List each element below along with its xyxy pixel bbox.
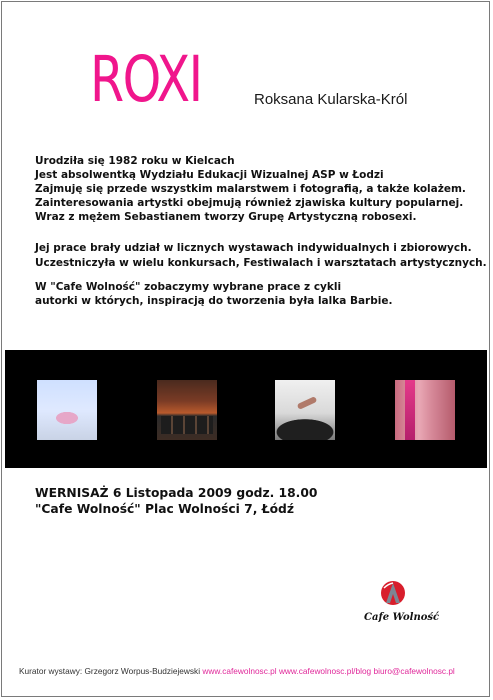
event-date: WERNISAŻ 6 Listopada 2009 godz. 18.00 <box>35 486 318 500</box>
website-link[interactable]: www.cafewolnosc.pl <box>202 666 277 676</box>
curator-text: Kurator wystawy: Grzegorz Worpus-Budziejewski <box>19 666 201 676</box>
bio-line: Wraz z mężem Sebastianem tworzy Grupę Artystyczną robosexi. <box>35 211 417 223</box>
bio-line: Zainteresowania artystki obejmują również zjawiska kultury popularnej. <box>35 197 464 209</box>
event-info <box>35 485 465 517</box>
artwork-thumbnail <box>157 380 217 440</box>
bio-line: Jest absolwentką Wydziału Edukacji Wizualnej ASP w Łodzi <box>35 169 384 181</box>
artwork-thumbnail <box>37 380 97 440</box>
cycle-block <box>35 280 475 308</box>
cycle-line: autorki w których, inspiracją do tworzenia była lalka Barbie. <box>35 295 393 307</box>
bio-line: Urodziła się 1982 roku w Kielcach <box>35 155 235 167</box>
cycle-line: W "Cafe Wolność" zobaczymy wybrane prace z cykli <box>35 281 342 293</box>
blog-link[interactable]: www.cafewolnosc.pl/blog <box>278 666 372 676</box>
bio-block <box>35 154 475 224</box>
bio-line: Zajmuję się przede wszystkim malarstwem i fotografią, a także kolażem. <box>35 183 466 195</box>
exhibitions-line: Uczestniczyła w wielu konkursach, Festiwalach i warsztatach artystycznych. <box>35 257 487 269</box>
artwork-strip <box>5 350 487 468</box>
poster-title: ROXI <box>90 43 202 116</box>
email-link[interactable]: biuro@cafewolnosc.pl <box>373 666 455 676</box>
cafe-logo <box>364 580 440 630</box>
exhibitions-line: Jej prace brały udział w licznych wystawach indywidualnych i zbiorowych. <box>35 242 472 254</box>
artwork-thumbnail <box>275 380 335 440</box>
footer <box>19 666 489 676</box>
cafe-logo-text: Cafe Wolność <box>364 612 440 623</box>
cafe-logo-icon <box>380 580 406 606</box>
artist-name: Roksana Kularska-Król <box>254 91 408 108</box>
exhibitions-block <box>35 241 487 271</box>
artwork-thumbnail <box>395 380 455 440</box>
event-venue: "Cafe Wolność" Plac Wolności 7, Łódź <box>35 502 294 516</box>
